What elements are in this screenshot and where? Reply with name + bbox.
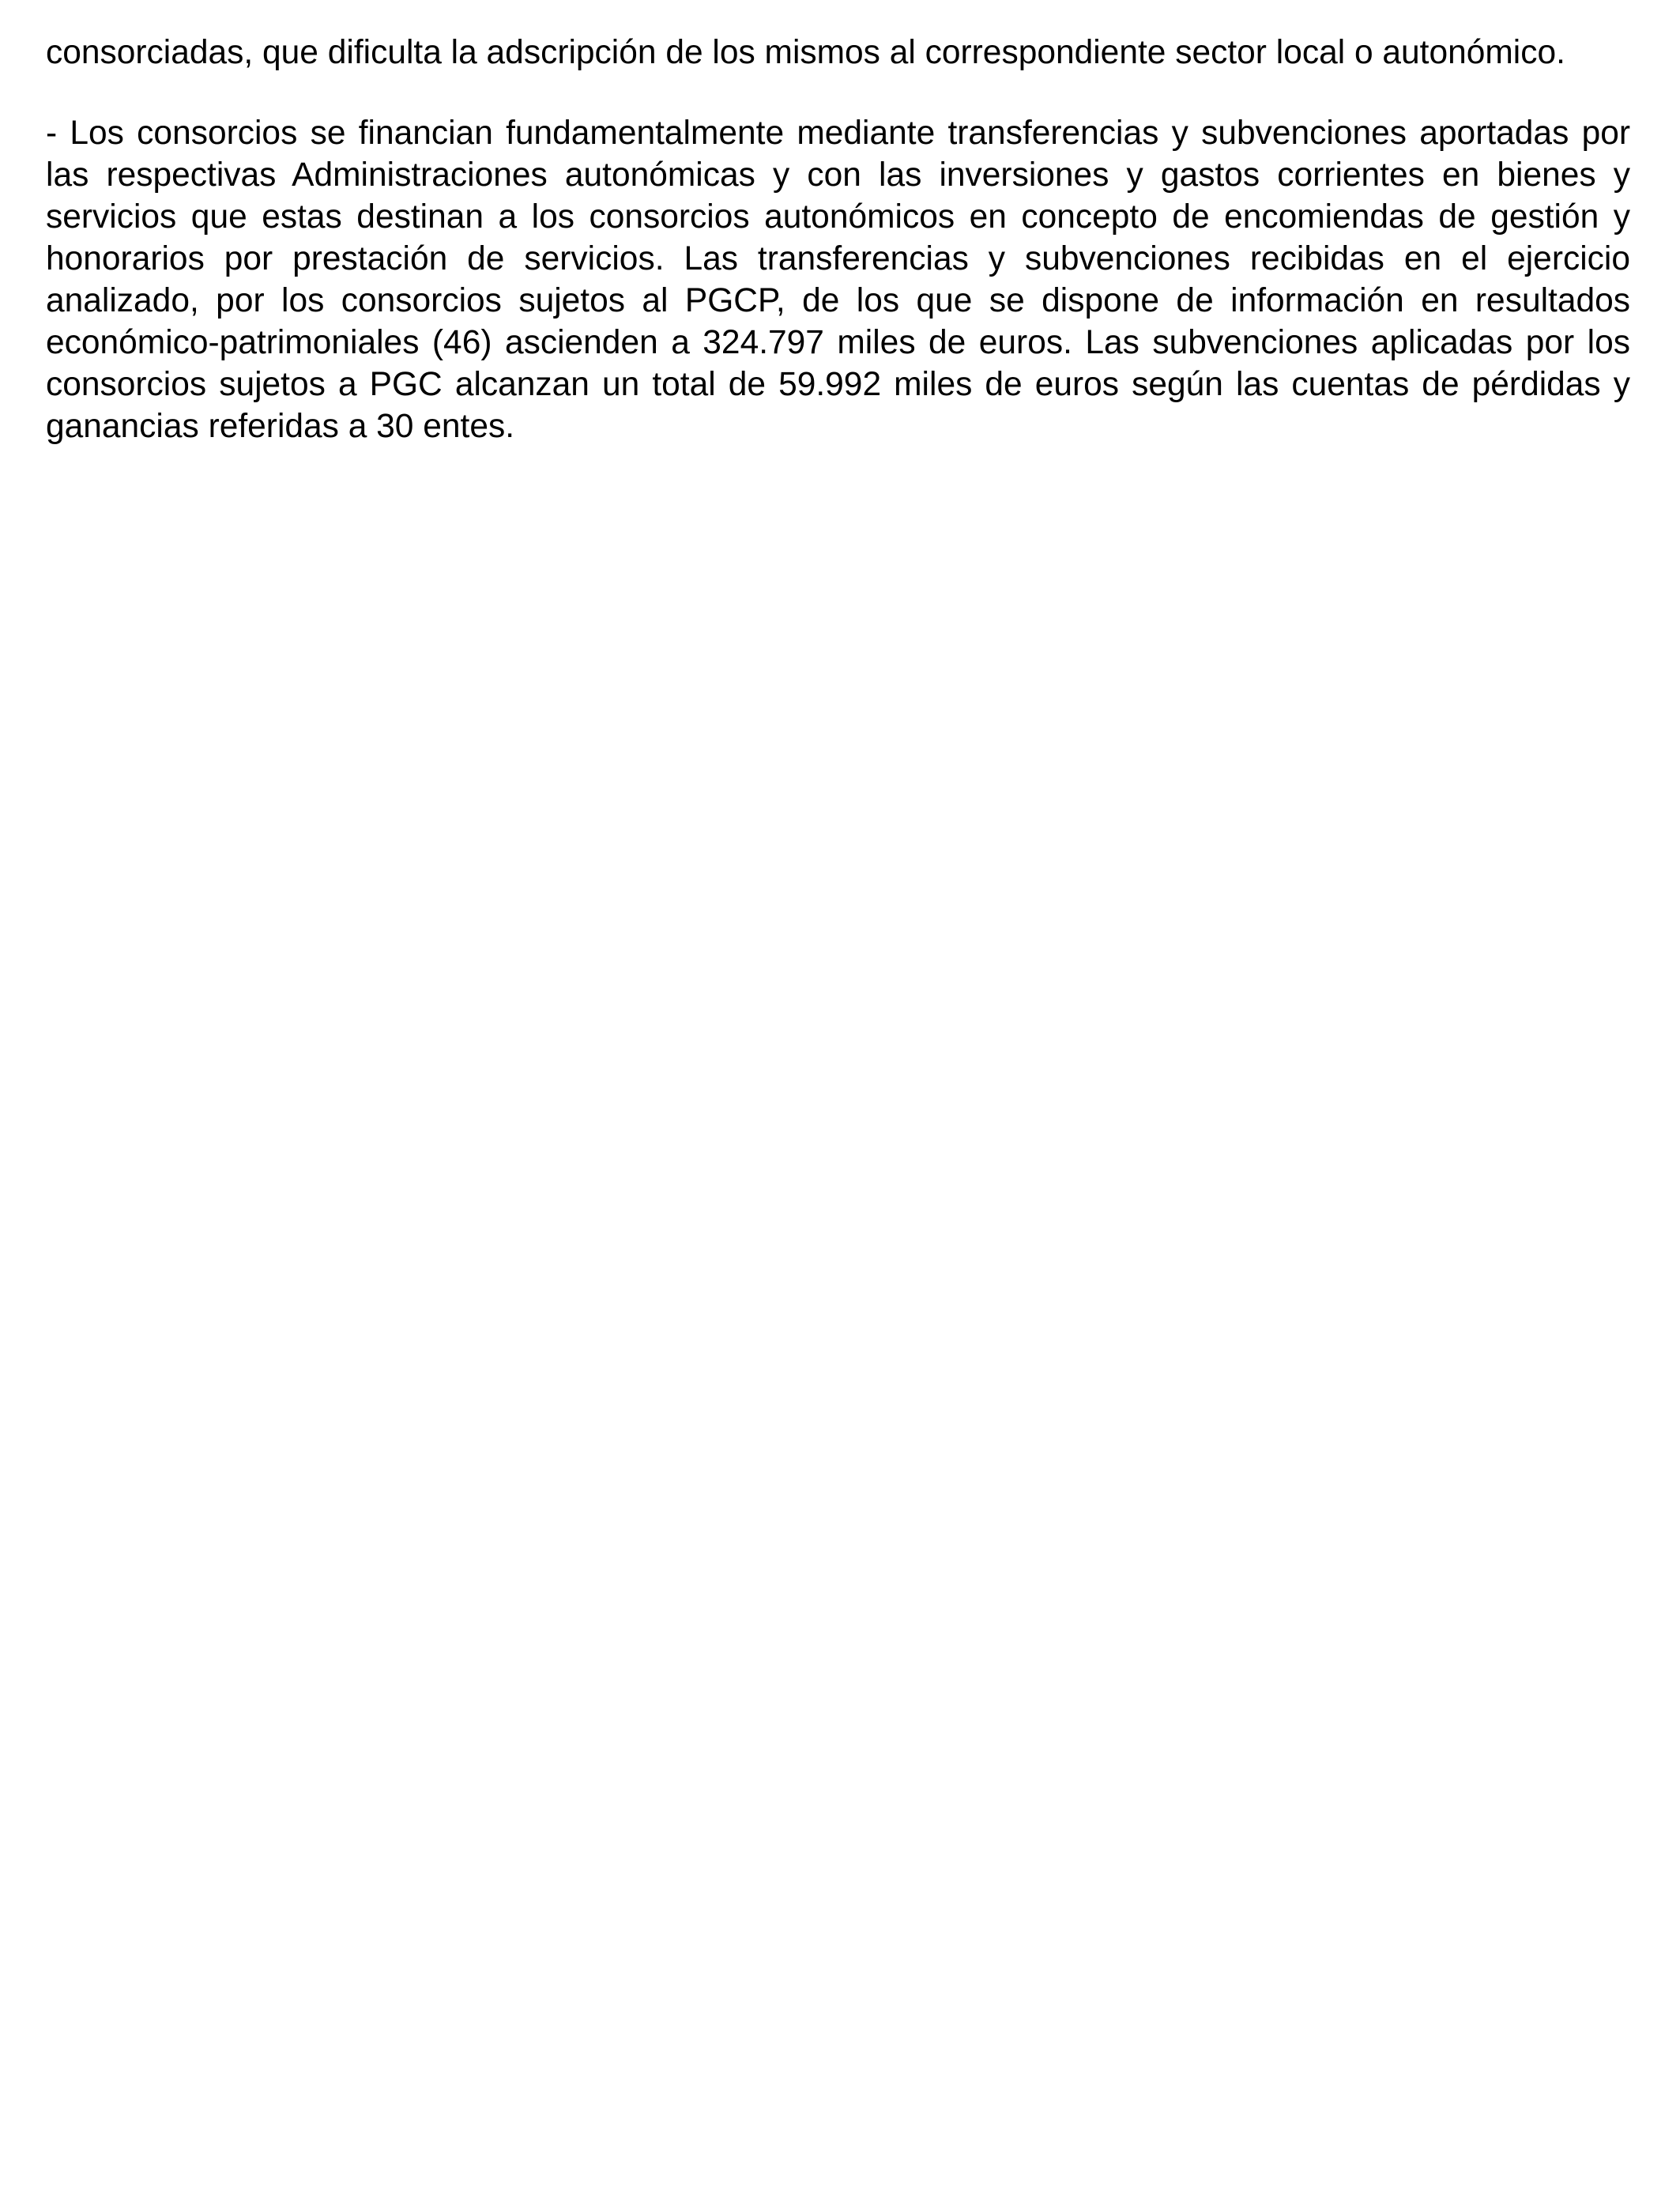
document-page [46, 32, 1630, 486]
paragraph-continuation: consorciadas, que dificulta la adscripción de los mismos al correspondiente sector local o autonómico. [46, 34, 1565, 71]
paragraph-financing: - Los consorcios se financian fundamentalmente mediante transferencias y subvenciones aportadas por las respectivas Administraciones autonómicas y con las inversiones y gastos corrientes en bienes y servicios que estas destinan a los consorcios autonómicos en concepto de encomiendas de gestión y honorarios por prestación de servicios. Las transferencias y subvenciones recibidas en el ejercicio analizado, por los consorcios sujetos al PGCP, de los que se dispone de información en resultados económico-patrimoniales (46) ascienden a 324.797 miles de euros. Las subvenciones aplicadas por los consorcios sujetos a PGC alcanzan un total de 59.992 miles de euros según las cuentas de pérdidas y ganancias referidas a 30 entes. [46, 115, 1630, 445]
